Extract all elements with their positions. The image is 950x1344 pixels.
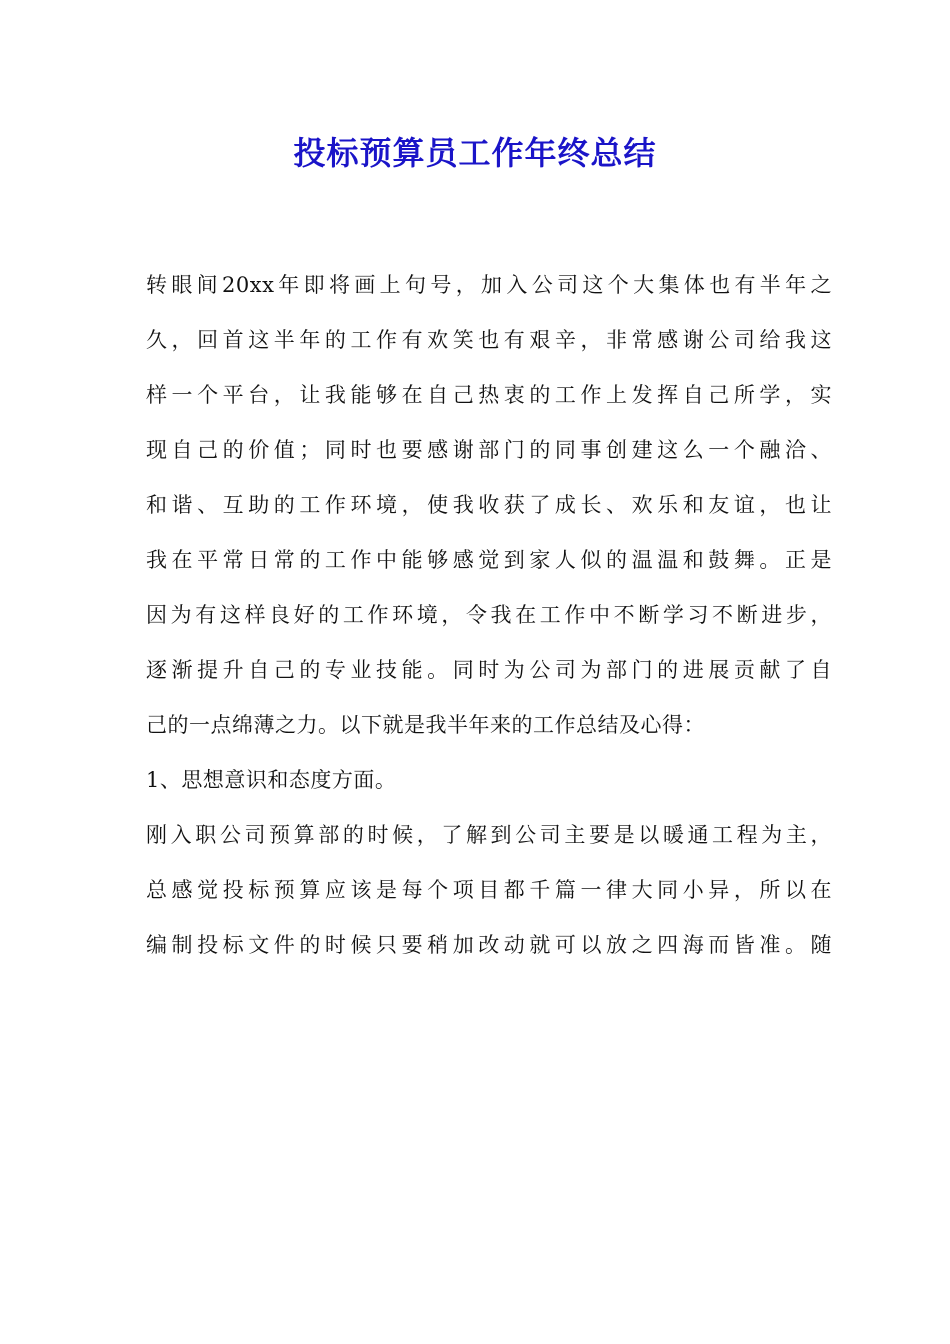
body-line: 我在平常日常的工作中能够感觉到家人似的温温和鼓舞。正是	[146, 548, 832, 572]
body-line: 总感觉投标预算应该是每个项目都千篇一律大同小异，所以在	[146, 878, 832, 902]
body-line: 样一个平台，让我能够在自己热衷的工作上发挥自己所学，实	[146, 383, 832, 407]
body-line: 和谐、互助的工作环境，使我收获了成长、欢乐和友谊，也让	[146, 493, 832, 517]
body-line: 编制投标文件的时候只要稍加改动就可以放之四海而皆准。随	[146, 933, 832, 957]
body-line: 现自己的价值；同时也要感谢部门的同事创建这么一个融洽、	[146, 438, 832, 462]
body-line: 逐渐提升自己的专业技能。同时为公司为部门的进展贡献了自	[146, 658, 832, 682]
body-line: 因为有这样良好的工作环境，令我在工作中不断学习不断进步，	[146, 603, 832, 627]
body-line: 刚入职公司预算部的时候，了解到公司主要是以暖通工程为主，	[146, 823, 832, 847]
document-title: 投标预算员工作年终总结	[293, 134, 657, 172]
body-line: 转眼间20xx年即将画上句号，加入公司这个大集体也有半年之	[146, 273, 832, 297]
body-line: 久，回首这半年的工作有欢笑也有艰辛，非常感谢公司给我这	[146, 328, 832, 352]
section-heading: 1、思想意识和态度方面。	[146, 768, 397, 792]
body-line: 己的一点绵薄之力。以下就是我半年来的工作总结及心得：	[146, 713, 705, 737]
document-body	[146, 258, 832, 973]
